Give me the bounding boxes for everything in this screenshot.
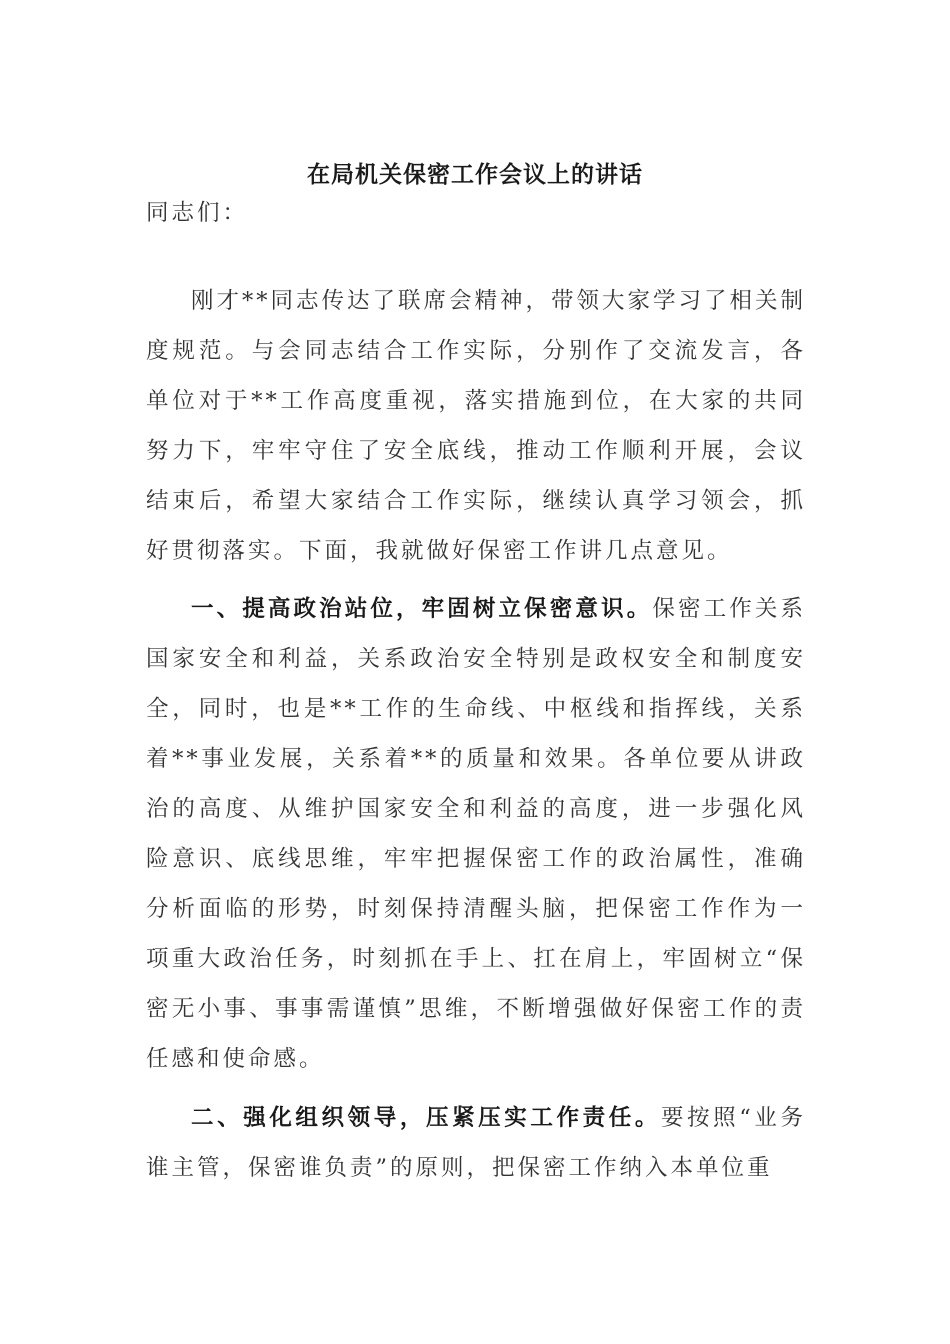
section-2-body: 要按照“业务谁主管，保密谁负责”的原则，把保密工作纳入本单位重 <box>146 1105 806 1181</box>
paragraph-section-2 <box>146 1093 806 1193</box>
document-title: 在局机关保密工作会议上的讲话 <box>307 161 643 188</box>
paragraph-intro: 刚才**同志传达了联席会精神，带领大家学习了相关制度规范。与会同志结合工作实际，分别作了交流发言，各单位对于**工作高度重视，落实措施到位，在大家的共同努力下，牢牢守住了安全底线，推动工作顺利开展，会议结束后，希望大家结合工作实际，继续认真学习领会，抓好贯彻落实。下面，我就做好保密工作讲几点意见。 <box>146 288 807 564</box>
salutation: 同志们： <box>146 200 249 226</box>
section-2-heading: 二、强化组织领导，压紧压实工作责任。 <box>191 1105 661 1131</box>
paragraph-section-1 <box>146 584 806 1084</box>
section-1-body: 保密工作关系国家安全和利益，关系政治安全特别是政权安全和制度安全，同时，也是**工作的生命线、中枢线和指挥线，关系着**事业发展，关系着**的质量和效果。各单位要从讲政治的高度、从维护国家安全和利益的高度，进一步强化风险意识、底线思维，牢牢把握保密工作的政治属性，准确分析面临的形势，时刻保持清醒头脑，把保密工作作为一项重大政治任务，时刻抓在手上、扛在肩上，牢固树立“保密无小事、事事需谨慎”思维，不断增强做好保密工作的责任感和使命感。 <box>146 596 806 1072</box>
section-1-heading: 一、提高政治站位，牢固树立保密意识。 <box>191 596 653 622</box>
